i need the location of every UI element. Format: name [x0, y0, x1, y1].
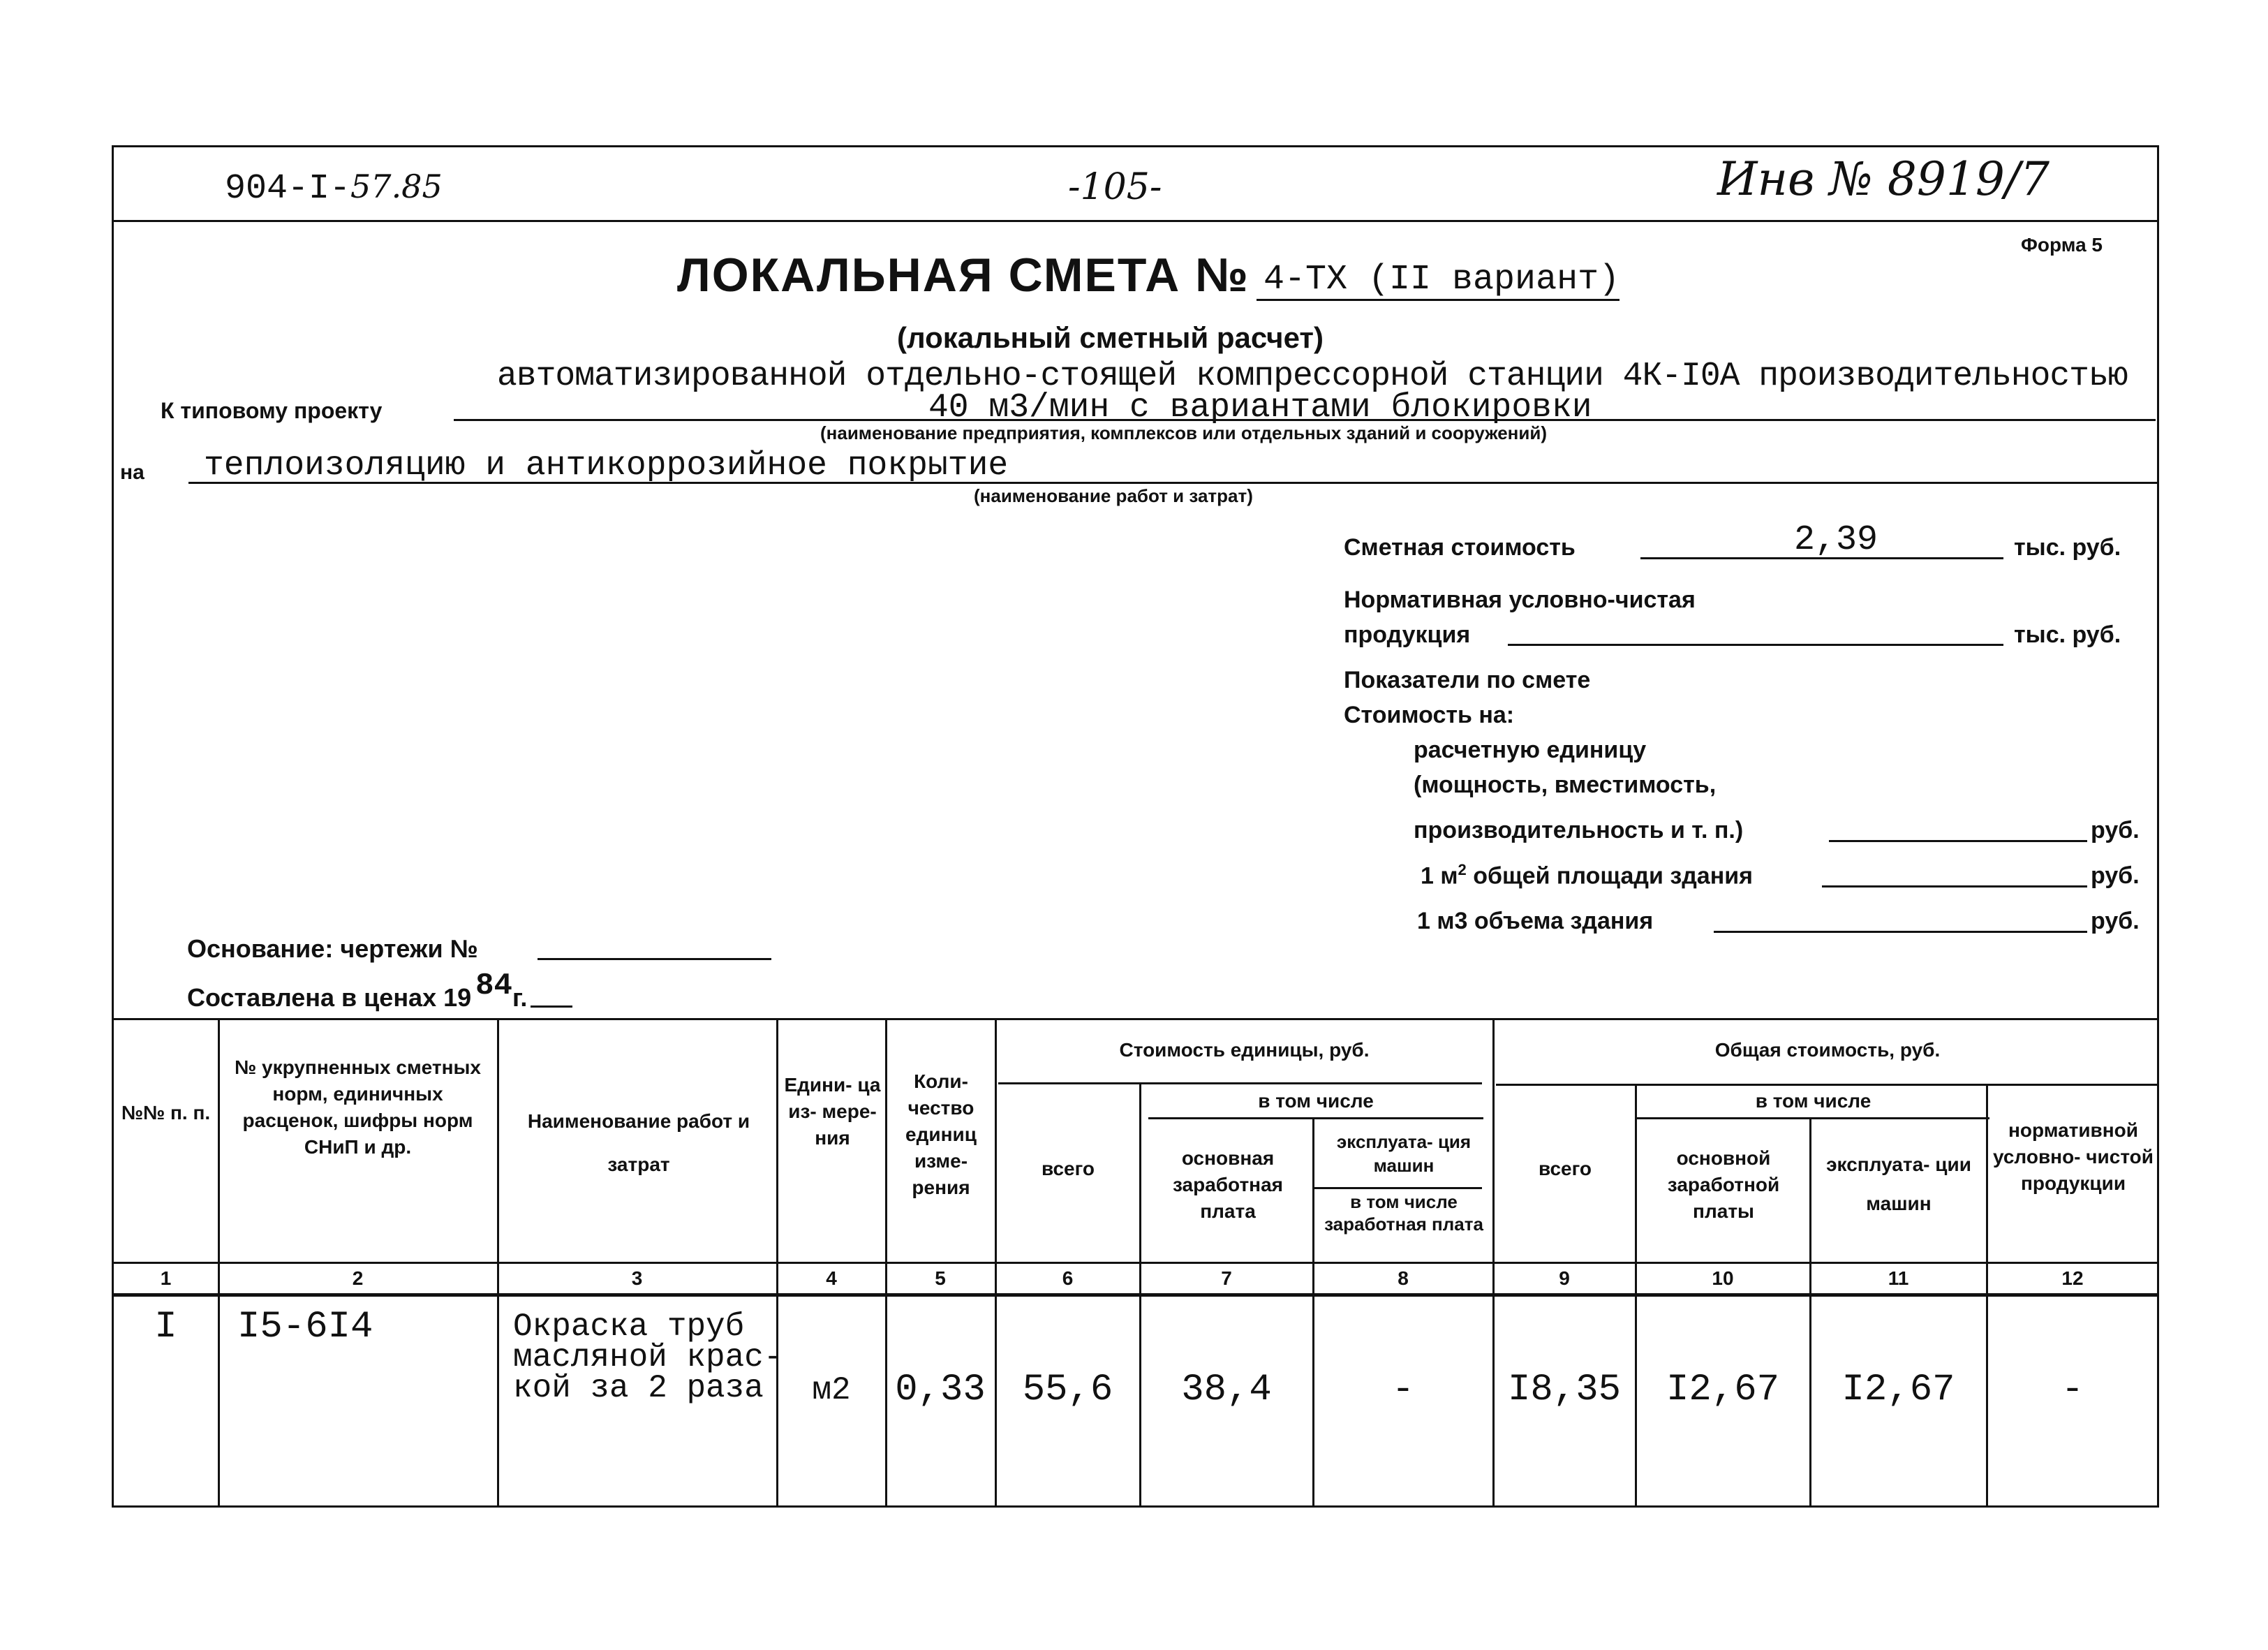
area-unit: руб.: [2091, 862, 2140, 889]
project-name-line1: автоматизированной отдельно-стоящей компрессорной станции 4К-I0A производительностью: [497, 358, 2128, 395]
frame-header-divider: [112, 220, 2159, 222]
prices-label: [187, 968, 528, 1016]
work-underline: [188, 482, 2157, 484]
col-number-5: 5: [935, 1267, 946, 1289]
col-number-3: 3: [631, 1267, 643, 1289]
prices-suffix: г.: [512, 983, 528, 1012]
col-sep-10: [1809, 1119, 1811, 1505]
machines-sub-line: [1314, 1187, 1482, 1189]
col-sep-3: [776, 1018, 778, 1505]
calc-unit-underline: [1829, 840, 2087, 842]
drawings-label: Основание: чертежи №: [187, 934, 478, 963]
row-work-name-3: кой за 2 раза: [513, 1370, 764, 1406]
frame-top: [112, 145, 2159, 147]
col-number-10: 10: [1712, 1267, 1734, 1289]
prices-label-text: Составлена в ценах 19: [187, 983, 472, 1012]
page-title: [677, 248, 1250, 302]
page-number-handwritten: -105-: [1068, 166, 1162, 208]
col-number-7: 7: [1221, 1267, 1232, 1289]
row-total-sum: I8,35: [1507, 1369, 1622, 1411]
header-total-machines: эксплуата- ции машин: [1826, 1154, 1971, 1214]
col-number-9: 9: [1559, 1267, 1570, 1289]
numbers-bottom-line: [112, 1293, 2159, 1297]
row-work-name-2: масляной крас-: [513, 1339, 783, 1376]
row-unit: м2: [812, 1372, 851, 1408]
header-total-incl: в том числе: [1755, 1090, 1872, 1112]
row-unit-machines: -: [1391, 1369, 1415, 1411]
prices-year: 84: [475, 968, 512, 1003]
header-unit-machines-wage: в том числе заработная плата: [1324, 1191, 1483, 1235]
col-number-12: 12: [2061, 1267, 2084, 1289]
document-code: [225, 168, 443, 209]
row-work-name-1: Окраска труб: [513, 1309, 745, 1345]
document-code-handwritten: 57.85: [350, 168, 443, 205]
col-number-8: 8: [1398, 1267, 1409, 1289]
form-label: Форма 5: [2021, 234, 2103, 256]
header-unit-wage: основная заработная плата: [1172, 1147, 1284, 1222]
row-number: I: [154, 1306, 177, 1348]
estimate-number-underline: [1257, 299, 1620, 301]
row-norm-code: I5-6I4: [237, 1306, 373, 1348]
row-total-machines: I2,67: [1841, 1369, 1955, 1411]
row-unit-total: 55,6: [1022, 1369, 1113, 1411]
header-total-sum: всего: [1538, 1158, 1592, 1179]
header-unit: Едини- ца из- мере- ния: [784, 1074, 881, 1149]
project-caption: (наименование предприятия, комплексов или отдельных зданий и сооружений): [820, 422, 1547, 443]
col-number-4: 4: [826, 1267, 837, 1289]
header-unit-incl: в том числе: [1258, 1090, 1374, 1112]
calc-unit-line-1: расчетную единицу: [1414, 737, 1647, 763]
header-norm-code: № укрупненных сметных норм, единичных расценок, шифры норм СНиП и др.: [235, 1056, 481, 1158]
header-unit-total: всего: [1041, 1158, 1095, 1179]
col-number-1: 1: [160, 1267, 172, 1289]
col-number-2: 2: [352, 1267, 364, 1289]
table-top-line: [112, 1018, 2159, 1020]
volume-line: 1 м3 объема здания: [1417, 908, 1654, 934]
col-sep-6: [1139, 1084, 1141, 1505]
cost-on-label: Стоимость на:: [1344, 702, 1515, 728]
project-name-line2: 40 м3/мин с вариантами блокировки: [928, 389, 1592, 427]
col-sep-4: [885, 1018, 887, 1505]
col-sep-7: [1312, 1119, 1314, 1505]
header-unit-cost-group: Стоимость единицы, руб.: [1119, 1039, 1370, 1061]
document-code-printed: 904-I-: [225, 169, 351, 209]
col-number-11: 11: [1888, 1267, 1909, 1289]
normative-label-1: Нормативная условно-чистая: [1344, 587, 1696, 613]
header-work-name: Наименование работ и затрат: [527, 1110, 750, 1175]
col-sep-2: [497, 1018, 499, 1505]
frame-left: [112, 145, 114, 1507]
estimate-cost-label: Сметная стоимость: [1344, 534, 1576, 561]
area-line: [1421, 861, 1753, 890]
prices-year-underline: [531, 1006, 572, 1008]
normative-unit: тыс. руб.: [2014, 621, 2121, 648]
page-subtitle: (локальный сметный расчет): [897, 321, 1324, 354]
normative-underline: [1508, 644, 2003, 646]
header-bottom-line: [112, 1262, 2159, 1264]
work-caption: (наименование работ и затрат): [974, 485, 1253, 506]
area-line-rest: общей площади здания: [1466, 862, 1753, 890]
row-total-net: -: [2061, 1369, 2084, 1411]
area-line-prefix: 1 м: [1421, 862, 1458, 890]
header-total-wage: основной заработной платы: [1667, 1147, 1780, 1222]
page-title-text: ЛОКАЛЬНАЯ СМЕТА №: [677, 249, 1250, 302]
col-number-6: 6: [1062, 1267, 1074, 1289]
estimate-number: 4-ТХ (II вариант): [1263, 260, 1620, 300]
header-quantity: Коли- чество единиц изме- рения: [905, 1070, 977, 1198]
col-sep-5: [995, 1018, 997, 1505]
total-incl-line: [1637, 1117, 1989, 1119]
calc-unit-line-2: (мощность, вместимость,: [1414, 772, 1717, 798]
frame-right: [2157, 145, 2159, 1507]
unit-incl-line: [1148, 1117, 1483, 1119]
calc-unit-line-3: производительность и т. п.): [1414, 817, 1744, 844]
col-sep-9: [1635, 1084, 1637, 1505]
unit-cost-group-line: [998, 1082, 1482, 1084]
col-sep-1: [218, 1018, 220, 1505]
drawings-underline: [538, 958, 771, 960]
indicators-label: Показатели по смете: [1344, 667, 1591, 693]
inventory-number-handwritten: Инв № 8919/7: [1717, 152, 2050, 206]
col-sep-8: [1492, 1018, 1495, 1505]
area-line-sup: 2: [1458, 861, 1467, 878]
normative-label-2: продукция: [1344, 621, 1471, 648]
frame-bottom: [112, 1505, 2159, 1508]
project-label: К типовому проекту: [161, 398, 383, 423]
header-total-net: нормативной условно- чистой продукции: [1992, 1119, 2154, 1194]
estimate-cost-value: 2,39: [1794, 520, 1878, 560]
work-label: на: [120, 461, 144, 484]
estimate-cost-unit: тыс. руб.: [2014, 534, 2121, 561]
header-row-number: №№ п. п.: [121, 1102, 211, 1124]
work-name: теплоизоляцию и антикоррозийное покрытие: [204, 447, 1009, 485]
col-sep-11: [1986, 1084, 1988, 1505]
row-quantity: 0,33: [895, 1369, 986, 1411]
total-cost-group-line: [1496, 1084, 2159, 1086]
header-unit-machines: эксплуата- ция машин: [1336, 1131, 1472, 1176]
row-unit-wage: 38,4: [1181, 1369, 1272, 1411]
area-underline: [1822, 885, 2087, 887]
volume-underline: [1714, 931, 2087, 933]
volume-unit: руб.: [2091, 908, 2140, 934]
calc-unit-unit: руб.: [2091, 817, 2140, 844]
row-total-wage: I2,67: [1666, 1369, 1780, 1411]
header-total-cost-group: Общая стоимость, руб.: [1714, 1039, 1941, 1061]
